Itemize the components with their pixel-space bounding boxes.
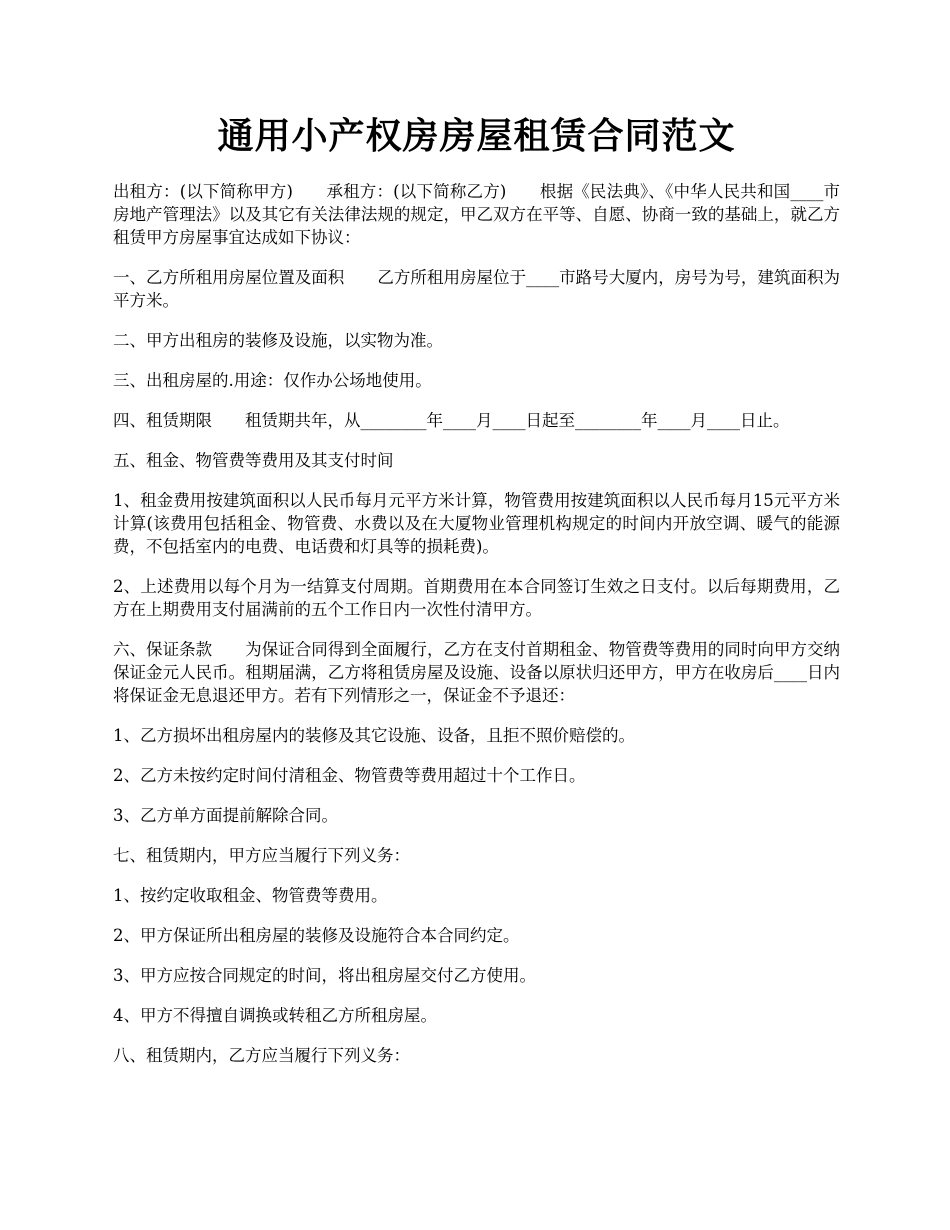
paragraph-clause-5-item-2: 2、上述费用以每个月为一结算支付周期。首期费用在本合同签订生效之日支付。以后每期费用，乙方在上期费用支付届满前的五个工作日内一次性付清甲方。 <box>113 577 840 619</box>
paragraph-clause-7-item-1: 1、按约定收取租金、物管费等费用。 <box>113 886 388 905</box>
paragraph-preamble: 出租方：(以下简称甲方) 承租方：(以下简称乙方) 根据《民法典》、《中华人民共和国____市房地产管理法》以及其它有关法律法规的规定，甲乙双方在平等、自愿、协商一致的基础上，就乙方租赁甲方房屋事宜达成如下协议： <box>113 182 840 247</box>
paragraph-clause-8-heading: 八、租赁期内，乙方应当履行下列义务： <box>113 1046 410 1065</box>
paragraph-clause-6-item-2: 2、乙方未按约定时间付清租金、物管费等费用超过十个工作日。 <box>113 766 586 785</box>
paragraph-clause-6-deposit: 六、保证条款 为保证合同得到全面履行，乙方在支付首期租金、物管费等费用的同时向甲方交纳保证金元人民币。租期届满，乙方将租赁房屋及设施、设备以原状归还甲方，甲方在收房后____日内将保证金无息退还甲方。若有下列情形之一，保证金不予退还： <box>113 640 840 705</box>
paragraph-clause-6-item-1: 1、乙方损坏出租房屋内的装修及其它设施、设备，且拒不照价赔偿的。 <box>113 726 635 745</box>
paragraph-clause-3-usage: 三、出租房屋的.用途：仅作办公场地使用。 <box>113 371 432 390</box>
paragraph-clause-5-item-1: 1、租金费用按建筑面积以人民币每月元平方米计算，物管费用按建筑面积以人民币每月15元平方米计算(该费用包括租金、物管费、水费以及在大厦物业管理机构规定的时间内开放空调、暖气的能源费，不包括室内的电费、电话费和灯具等的损耗费)。 <box>113 491 840 556</box>
document-title: 通用小产权房房屋租赁合同范文 <box>217 115 736 157</box>
paragraph-clause-5-heading: 五、租金、物管费等费用及其支付时间 <box>113 451 394 470</box>
paragraph-clause-7-heading: 七、租赁期内，甲方应当履行下列义务： <box>113 846 410 865</box>
paragraph-clause-7-item-2: 2、甲方保证所出租房屋的装修及设施符合本合同约定。 <box>113 926 520 945</box>
paragraph-clause-7-item-3: 3、甲方应按合同规定的时间，将出租房屋交付乙方使用。 <box>113 966 536 985</box>
paragraph-clause-2-fixtures: 二、甲方出租房的装修及设施，以实物为准。 <box>113 331 443 350</box>
document-body <box>113 180 840 1084</box>
paragraph-clause-4-term: 四、租赁期限 租赁期共年，从________年____月____日起至________年____月____日止。 <box>113 411 790 430</box>
paragraph-clause-6-item-3: 3、乙方单方面提前解除合同。 <box>113 806 338 825</box>
paragraph-clause-1-location-area: 一、乙方所租用房屋位置及面积 乙方所租用房屋位于____市路号大厦内，房号为号，建筑面积为平方米。 <box>113 268 840 310</box>
paragraph-clause-7-item-4: 4、甲方不得擅自调换或转租乙方所租房屋。 <box>113 1006 437 1025</box>
